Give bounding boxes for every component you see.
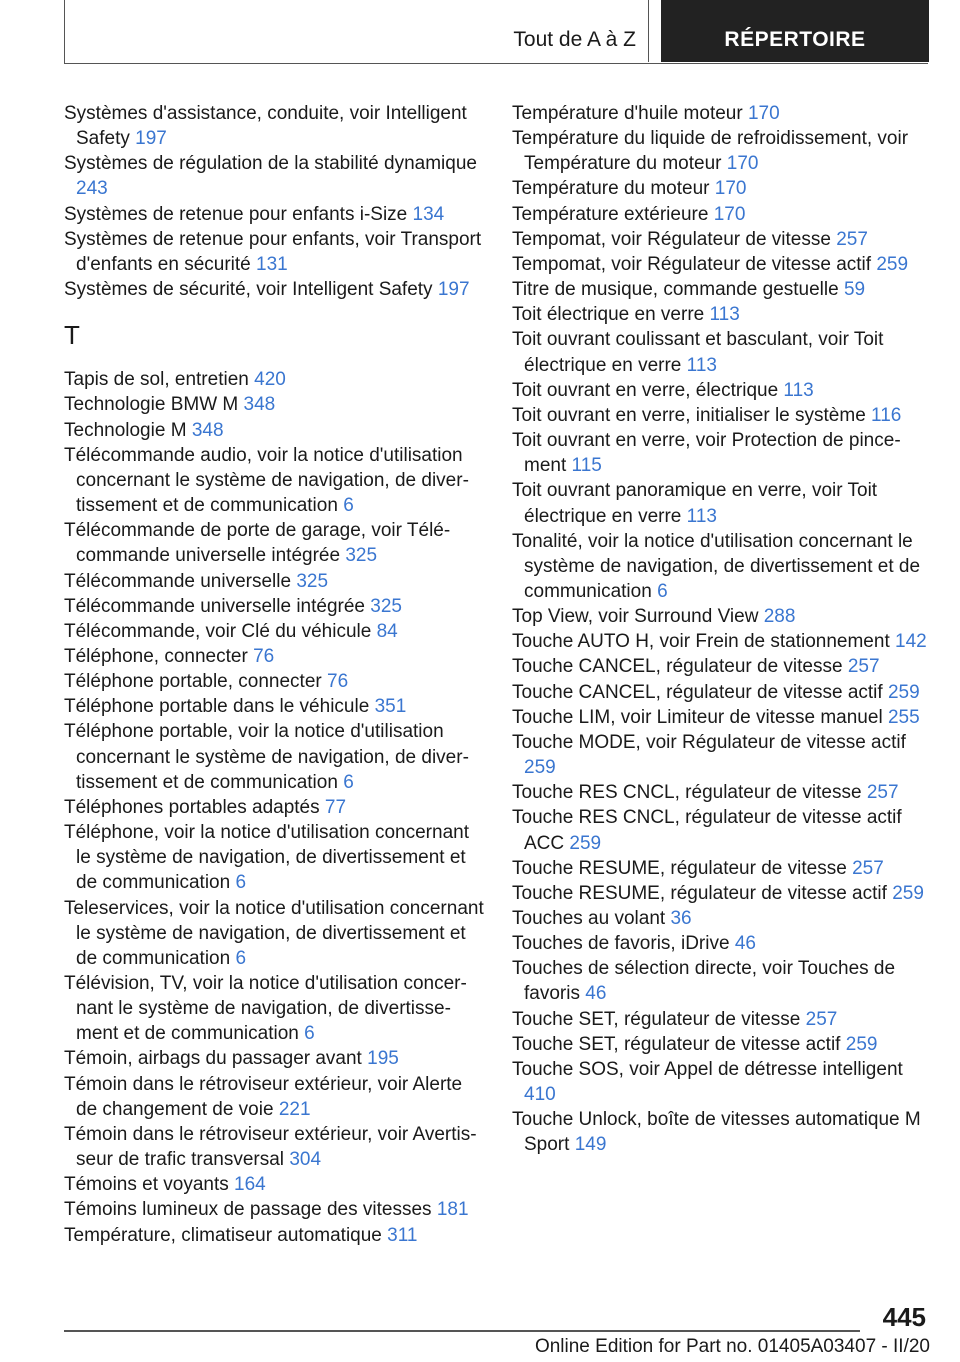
index-entry bbox=[64, 896, 484, 971]
index-entry bbox=[64, 227, 484, 277]
index-entry bbox=[64, 694, 484, 719]
index-entry-text: Tonalité, voir la notice d'utilisation concernant le système de navigation, de divertissement et de communication bbox=[512, 530, 921, 602]
index-entry-text: Télécommande, voir Clé du véhicule bbox=[64, 620, 372, 642]
index-entry-text: Technologie M bbox=[64, 419, 187, 441]
index-entry-text: Toit ouvrant en verre, voir Protection de pincement bbox=[512, 430, 901, 477]
page-reference-link[interactable]: 6 bbox=[235, 947, 247, 969]
index-entry-text: Témoin dans le rétroviseur extérieur, voir Avertisseur de trafic transversal bbox=[64, 1123, 477, 1171]
index-letter-heading: T bbox=[64, 320, 80, 351]
index-entry bbox=[64, 1046, 484, 1071]
page-reference-link[interactable]: 257 bbox=[866, 782, 899, 804]
index-entry-text: Témoin, airbags du passager avant bbox=[64, 1048, 362, 1070]
index-entry-text: Touches de favoris, iDrive bbox=[512, 933, 730, 955]
page-reference-link[interactable]: 348 bbox=[191, 419, 224, 441]
index-entry-text: Touche LIM, voir Limiteur de vitesse manuel bbox=[512, 706, 883, 728]
page-reference-link[interactable]: 259 bbox=[876, 253, 909, 275]
index-entry-text: Télécommande audio, voir la notice d'utilisation concernant le système de navigation, de divertissement et de communication bbox=[64, 444, 469, 517]
page-number: 445 bbox=[882, 1302, 926, 1332]
index-entry bbox=[64, 669, 484, 694]
index-entry-text: Température du moteur bbox=[512, 178, 710, 200]
index-entry-text: Systèmes d'assistance, conduite, voir Intelligent Safety bbox=[64, 103, 467, 150]
page-reference-link[interactable]: 46 bbox=[585, 983, 607, 1005]
page-reference-link[interactable]: 6 bbox=[343, 771, 354, 793]
index-entry-text: Téléphones portables adaptés bbox=[64, 796, 320, 818]
index-entry-text: Touche Unlock, boîte de vitesses automatique M Sport bbox=[512, 1109, 921, 1156]
index-entry-text: Touche CANCEL, régulateur de vitesse bbox=[512, 656, 843, 678]
page-reference-link[interactable]: 221 bbox=[278, 1098, 311, 1120]
index-entry-text: Touches au volant bbox=[512, 908, 666, 929]
page-reference-link[interactable]: 325 bbox=[370, 595, 402, 617]
index-entry-text: Systèmes de retenue pour enfants i-Size bbox=[64, 203, 408, 225]
index-entry bbox=[64, 1223, 484, 1248]
index-entry bbox=[512, 805, 932, 855]
page-reference-link[interactable]: 257 bbox=[847, 656, 880, 678]
index-entry-text: Téléphone portable, connecter bbox=[64, 671, 322, 693]
index-entry bbox=[512, 529, 932, 604]
page-reference-link[interactable]: 259 bbox=[845, 1033, 878, 1055]
page-reference-link[interactable]: 195 bbox=[367, 1048, 399, 1070]
index-entry bbox=[512, 176, 932, 201]
index-entry-text: Télécommande universelle intégrée bbox=[64, 595, 365, 617]
page-reference-link[interactable]: 257 bbox=[852, 857, 884, 879]
index-entry-text: Systèmes de retenue pour enfants, voir Transport d'enfants en sécurité bbox=[64, 228, 482, 275]
index-entry-text: Titre de musique, commande gestuelle bbox=[512, 279, 839, 301]
page-reference-link[interactable]: 131 bbox=[256, 253, 288, 275]
index-entry-text: Touche SET, régulateur de vitesse bbox=[512, 1008, 801, 1030]
index-entry-text: Tapis de sol, entretien bbox=[64, 369, 249, 391]
page-reference-link[interactable]: 304 bbox=[289, 1149, 322, 1171]
index-entry bbox=[64, 367, 484, 392]
page-reference-link[interactable]: 351 bbox=[374, 696, 407, 718]
index-column-left bbox=[64, 101, 484, 1248]
index-entry bbox=[512, 101, 932, 126]
page-reference-link[interactable]: 6 bbox=[343, 495, 354, 517]
page-reference-link[interactable]: 113 bbox=[686, 505, 717, 527]
index-entry bbox=[512, 705, 932, 730]
index-entry-text: Touche RES CNCL, régulateur de vitesse actif ACC bbox=[512, 807, 902, 854]
index-entry-text: Systèmes de sécurité, voir Intelligent Safety bbox=[64, 279, 433, 301]
index-entry bbox=[64, 418, 484, 443]
page-reference-link[interactable]: 243 bbox=[76, 178, 108, 200]
index-entry-text: Témoins et voyants bbox=[64, 1174, 229, 1196]
index-entry bbox=[512, 1107, 932, 1157]
index-entry-text: Systèmes de régulation de la stabilité dynamique bbox=[64, 153, 477, 175]
index-entry bbox=[512, 730, 932, 780]
index-entry bbox=[512, 277, 932, 302]
index-entry-text: Température d'huile moteur bbox=[512, 103, 743, 124]
index-entry bbox=[512, 856, 932, 881]
page-reference-link[interactable]: 6 bbox=[235, 872, 247, 894]
index-entry bbox=[512, 956, 932, 1006]
index-entry-text: Touche RES CNCL, régulateur de vitesse bbox=[512, 782, 862, 804]
index-entry-text: Touche CANCEL, régulateur de vitesse actif bbox=[512, 681, 883, 703]
page-reference-link[interactable]: 170 bbox=[726, 153, 759, 175]
index-entry bbox=[512, 881, 932, 906]
index-entry bbox=[64, 971, 484, 1046]
index-entry bbox=[512, 931, 932, 956]
index-entry bbox=[64, 795, 484, 820]
index-entry bbox=[512, 252, 932, 277]
index-entry bbox=[64, 820, 484, 895]
index-entry-text: Toit électrique en verre bbox=[512, 304, 705, 326]
page-reference-link[interactable]: 410 bbox=[524, 1084, 556, 1106]
page-reference-link[interactable]: 142 bbox=[895, 631, 927, 653]
page-reference-link[interactable]: 77 bbox=[324, 796, 347, 818]
index-entry-text: Touche SOS, voir Appel de détresse intelligent bbox=[512, 1058, 903, 1080]
page-reference-link[interactable]: 76 bbox=[327, 671, 349, 693]
index-entry-text: Témoin dans le rétroviseur extérieur, voir Alerte de changement de voie bbox=[64, 1073, 463, 1120]
index-entry bbox=[512, 1032, 932, 1057]
index-entry-text: Toit ouvrant en verre, électrique bbox=[512, 379, 779, 401]
index-entry bbox=[512, 604, 932, 629]
index-entry-text: Touche RESUME, régulateur de vitesse bbox=[512, 857, 847, 879]
index-entry bbox=[512, 403, 932, 428]
index-entry bbox=[64, 569, 484, 594]
page-reference-link[interactable]: 420 bbox=[254, 369, 286, 391]
index-entry-text: Tempomat, voir Régulateur de vitesse actif bbox=[512, 253, 872, 275]
index-entry bbox=[64, 619, 484, 644]
index-entry-text: Teleservices, voir la notice d'utilisation concernant le système de navigation, de divertissement et de communication bbox=[64, 897, 484, 969]
index-entry bbox=[512, 227, 932, 252]
page-reference-link[interactable]: 348 bbox=[243, 394, 276, 416]
page-reference-link[interactable]: 6 bbox=[657, 580, 668, 602]
page-reference-link[interactable]: 170 bbox=[714, 178, 747, 200]
page-reference-link[interactable]: 259 bbox=[569, 832, 602, 854]
index-entry bbox=[512, 680, 932, 705]
index-entry bbox=[512, 1007, 932, 1032]
page-reference-link[interactable]: 288 bbox=[763, 606, 796, 628]
index-entry bbox=[512, 202, 932, 227]
index-entry-text: Télécommande de porte de garage, voir Télécommande universelle intégrée bbox=[64, 520, 451, 567]
index-entry bbox=[64, 443, 484, 518]
index-entry-text: Touche RESUME, régulateur de vitesse actif bbox=[512, 882, 887, 904]
index-entry bbox=[64, 1072, 484, 1122]
index-column-right bbox=[512, 101, 932, 1158]
index-entry-text: Télévision, TV, voir la notice d'utilisation concernant le système de navigation, de divertissement et de communication bbox=[64, 973, 467, 1045]
page-reference-link[interactable]: 164 bbox=[234, 1174, 266, 1196]
index-entry bbox=[64, 202, 484, 227]
index-entry-text: Technologie BMW M bbox=[64, 394, 239, 416]
index-entry bbox=[64, 392, 484, 417]
index-entry-text: Téléphone portable dans le véhicule bbox=[64, 696, 370, 718]
page-reference-link[interactable]: 46 bbox=[734, 933, 756, 955]
page-reference-link[interactable]: 197 bbox=[135, 128, 167, 150]
index-entry bbox=[512, 1057, 932, 1107]
page-reference-link[interactable]: 149 bbox=[574, 1134, 607, 1156]
page-reference-link[interactable]: 257 bbox=[836, 228, 868, 250]
page-reference-link[interactable]: 255 bbox=[887, 706, 920, 728]
index-entry bbox=[512, 428, 932, 478]
index-entry-text: Touche SET, régulateur de vitesse actif bbox=[512, 1033, 841, 1055]
index-entry bbox=[64, 1172, 484, 1197]
page-reference-link[interactable]: 259 bbox=[892, 882, 924, 904]
page-reference-link[interactable]: 259 bbox=[887, 681, 920, 703]
page-reference-link[interactable]: 325 bbox=[345, 545, 378, 567]
index-entry-text: Téléphone, connecter bbox=[64, 645, 248, 667]
index-entry bbox=[512, 302, 932, 327]
index-entry bbox=[512, 478, 932, 528]
index-entry bbox=[64, 594, 484, 619]
footer-edition: Online Edition for Part no. 01405A03407 - II/20 bbox=[534, 1336, 930, 1357]
index-entry-text: Touches de sélection directe, voir Touches de favoris bbox=[512, 958, 896, 1005]
page-reference-link[interactable]: 325 bbox=[296, 570, 329, 592]
page-reference-link[interactable]: 257 bbox=[805, 1008, 838, 1030]
footer-divider bbox=[64, 1330, 860, 1332]
page-reference-link[interactable]: 6 bbox=[304, 1023, 315, 1045]
index-entry bbox=[64, 151, 484, 201]
page-reference-link[interactable]: 311 bbox=[387, 1224, 418, 1246]
index-entry-text: Toit ouvrant coulissant et basculant, voir Toit électrique en verre bbox=[512, 329, 884, 376]
page-reference-link[interactable]: 170 bbox=[747, 103, 780, 124]
page-reference-link[interactable]: 76 bbox=[253, 645, 275, 667]
index-entry bbox=[64, 1122, 484, 1172]
index-entry bbox=[512, 906, 932, 931]
page-reference-link[interactable]: 113 bbox=[686, 354, 717, 376]
index-entry-text: Toit ouvrant en verre, initialiser le système bbox=[512, 404, 866, 426]
index-entry bbox=[512, 327, 932, 377]
page-reference-link[interactable]: 116 bbox=[871, 404, 902, 426]
page-reference-link[interactable]: 134 bbox=[412, 203, 445, 225]
index-entry-text: Température du liquide de refroidissement, voir Température du moteur bbox=[512, 128, 909, 175]
index-entry-text: Touche MODE, voir Régulateur de vitesse actif bbox=[512, 731, 906, 753]
page-reference-link[interactable]: 84 bbox=[376, 620, 398, 642]
page-reference-link[interactable]: 115 bbox=[571, 455, 602, 477]
index-entry bbox=[64, 719, 484, 794]
page-reference-link[interactable]: 113 bbox=[709, 304, 740, 326]
index-entry bbox=[512, 780, 932, 805]
index-entry bbox=[512, 126, 932, 176]
index-entry-text: Téléphone portable, voir la notice d'utilisation concernant le système de navigation, de divertissement et de communication bbox=[64, 721, 469, 793]
index-entry bbox=[512, 378, 932, 403]
section-title: Tout de A à Z bbox=[65, 0, 649, 62]
page-reference-link[interactable]: 36 bbox=[670, 908, 692, 929]
index-entry-text: Touche AUTO H, voir Frein de stationnement bbox=[512, 631, 890, 653]
page-header bbox=[64, 0, 928, 64]
index-entry-text: Température, climatiseur automatique bbox=[64, 1224, 382, 1246]
index-entry-text: Témoins lumineux de passage des vitesses bbox=[64, 1199, 432, 1221]
index-entry bbox=[64, 101, 484, 151]
index-entry-text: Téléphone, voir la notice d'utilisation concernant le système de navigation, de divertissement et de communication bbox=[64, 822, 469, 894]
index-entry bbox=[512, 629, 932, 654]
index-entry bbox=[64, 277, 484, 302]
page-reference-link[interactable]: 259 bbox=[524, 757, 556, 779]
chapter-tab: RÉPERTOIRE bbox=[661, 0, 929, 62]
page-reference-link[interactable]: 59 bbox=[843, 279, 866, 301]
page-reference-link[interactable]: 181 bbox=[436, 1199, 469, 1221]
index-entry-text: Toit ouvrant panoramique en verre, voir Toit électrique en verre bbox=[512, 480, 878, 527]
index-entry-text: Télécommande universelle bbox=[64, 570, 292, 592]
page-reference-link[interactable]: 170 bbox=[713, 203, 746, 225]
index-entry bbox=[64, 518, 484, 568]
index-entry-text: Top View, voir Surround View bbox=[512, 606, 759, 628]
index-entry-text: Tempomat, voir Régulateur de vitesse bbox=[512, 228, 831, 250]
page-reference-link[interactable]: 197 bbox=[437, 279, 470, 301]
page-reference-link[interactable]: 113 bbox=[783, 379, 814, 401]
index-entry-text: Température extérieure bbox=[512, 203, 709, 225]
index-entry bbox=[64, 1197, 484, 1222]
index-entry bbox=[64, 644, 484, 669]
index-entry bbox=[512, 654, 932, 679]
